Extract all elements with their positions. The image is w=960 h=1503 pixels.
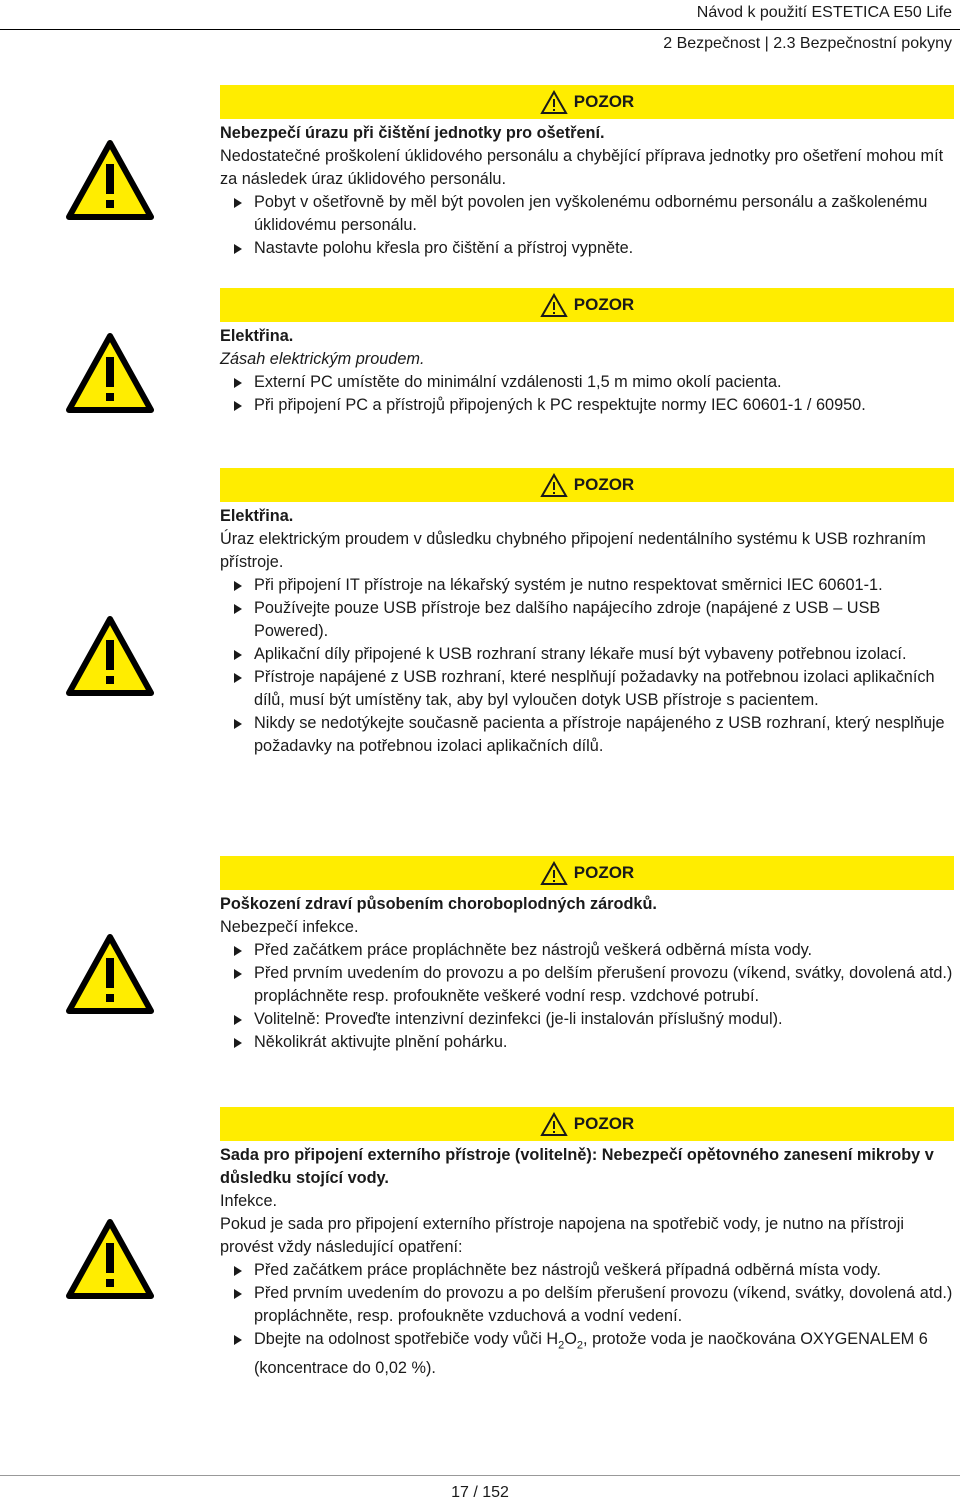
list-item: Před začátkem práce propláchněte bez nástrojů veškerá odběrná místa vody.	[220, 939, 954, 962]
list-item: Před prvním uvedením do provozu a po delším přerušení provozu (víkend, svátky, dovolená atd.) propláchněte resp. profoukněte veškeré vodní resp. vzdchové potrubí.	[220, 962, 954, 1008]
list-item: Při připojení PC a přístrojů připojených k PC respektujte normy IEC 60601-1 / 60950.	[220, 394, 954, 417]
item-text-mid: O	[564, 1330, 577, 1348]
caution-banner	[220, 856, 954, 890]
caution-label: POZOR	[573, 92, 635, 111]
caution-label: POZOR	[573, 295, 635, 314]
list-item: Nikdy se nedotýkejte současně pacienta a přístroje napájeného z USB rozhraní, který nesplňuje požadavky na potřebnou izolaci aplikačních dílů.	[220, 712, 954, 758]
list-item: Pobyt v ošetřovně by měl být povolen jen vyškolenému odbornému personálu a zaškolenému úklidovému personálu.	[220, 191, 954, 237]
warning-heading: Poškození zdraví působením choroboplodných zárodků.	[220, 895, 657, 913]
list-item: Používejte pouze USB přístroje bez dalšího napájecího zdroje (napájené z USB – USB Powered).	[220, 597, 954, 643]
warning-small-icon	[540, 293, 568, 318]
caution-banner	[220, 1107, 954, 1141]
warning-heading: Elektřina.	[220, 327, 294, 345]
caution-label: POZOR	[573, 863, 635, 882]
warning-small-icon	[540, 473, 568, 498]
page-number: 17 / 152	[451, 1484, 509, 1501]
caution-label: POZOR	[573, 1114, 635, 1133]
footer-rule	[0, 1475, 960, 1476]
caution-label: POZOR	[573, 475, 635, 494]
item-text-pre: Dbejte na odolnost spotřebiče vody vůči H	[254, 1330, 559, 1348]
warning-heading: Elektřina.	[220, 507, 294, 525]
warning-small-icon	[540, 861, 568, 886]
document-title: Návod k použití ESTETICA E50 Life	[696, 4, 952, 21]
caution-banner	[220, 85, 954, 119]
warning-triangle-icon	[66, 616, 154, 696]
list-item: Nastavte polohu křesla pro čištění a přístroj vypněte.	[220, 237, 954, 260]
list-item: Volitelně: Proveďte intenzivní dezinfekci (je-li instalován příslušný modul).	[220, 1008, 954, 1031]
warning-heading: Nebezpečí úrazu při čištění jednotky pro ošetření.	[220, 124, 605, 142]
subscript: 2	[558, 1339, 565, 1352]
warning-intro: Úraz elektrickým proudem v důsledku chybného připojení nedentálního systému k USB rozhraním přístroje.	[220, 530, 926, 571]
warning-triangle-icon	[66, 140, 154, 220]
warning-intro: Nebezpečí infekce.	[220, 918, 359, 936]
warning-intro: Nedostatečné proškolení úklidového personálu a chybějící příprava jednotky pro ošetření mohou mít za následek úraz úklidového personálu.	[220, 147, 944, 188]
warning-triangle-icon	[66, 934, 154, 1014]
header-rule	[0, 29, 960, 30]
warning-small-icon	[540, 90, 568, 115]
warning-triangle-icon	[66, 333, 154, 413]
caution-banner	[220, 468, 954, 502]
warning-triangle-icon	[66, 1219, 154, 1299]
list-item	[220, 1328, 954, 1380]
list-item: Při připojení IT přístroje na lékařský systém je nutno respektovat směrnici IEC 60601-1.	[220, 574, 954, 597]
warning-intro-detail: Pokud je sada pro připojení externího přístroje napojena na spotřebič vody, je nutno na přístroji provést vždy následující opatření:	[220, 1215, 904, 1256]
subscript: 2	[576, 1339, 584, 1352]
list-item: Přístroje napájené z USB rozhraní, které nesplňují požadavky na potřebnou izolaci aplikačních dílů, musí být umístěny tak, aby byl vyloučen dotyk USB přístroje s pacientem.	[220, 666, 954, 712]
list-item: Před začátkem práce propláchněte bez nástrojů veškerá případná odběrná místa vody.	[220, 1259, 954, 1282]
warning-heading: Sada pro připojení externího přístroje (volitelně): Nebezpečí opětovného zanesení mikroby v důsledku stojící vody.	[220, 1146, 934, 1187]
list-item: Několikrát aktivujte plnění pohárku.	[220, 1031, 954, 1054]
list-item: Aplikační díly připojené k USB rozhraní strany lékaře musí být vybaveny potřebnou izolací.	[220, 643, 954, 666]
warning-intro: Zásah elektrickým proudem.	[220, 350, 425, 368]
section-breadcrumb: 2 Bezpečnost | 2.3 Bezpečnostní pokyny	[663, 35, 952, 52]
item-text-post: , protože voda je naočkována OXYGENALEM 6 (koncentrace do 0,02 %).	[254, 1330, 928, 1378]
list-item: Před prvním uvedením do provozu a po delším přerušení provozu (víkend, svátky, dovolená atd.) propláchněte, resp. profoukněte vzduchová a vodní vedení.	[220, 1282, 954, 1328]
list-item: Externí PC umístěte do minimální vzdálenosti 1,5 m mimo okolí pacienta.	[220, 371, 954, 394]
caution-banner	[220, 288, 954, 322]
warning-intro: Infekce.	[220, 1192, 278, 1210]
warning-small-icon	[540, 1112, 568, 1137]
